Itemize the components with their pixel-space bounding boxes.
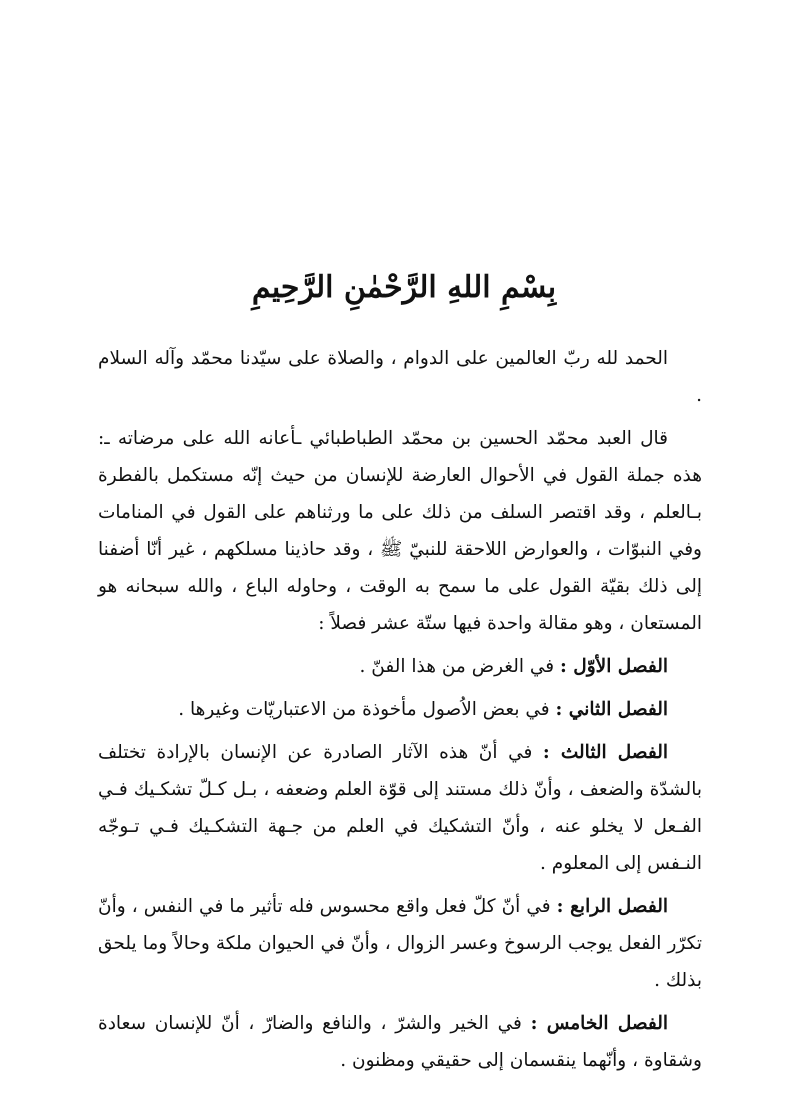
chapter-4-heading: الفصل الرابع : [556, 896, 668, 917]
chapter-4 [98, 888, 702, 999]
chapter-2-text: في بعض الاُصول مأخوذة من الاعتباريّات وغيرها . [178, 699, 556, 720]
basmala-calligraphy: بِسْمِ اللهِ الرَّحْمٰنِ الرَّحِيمِ [251, 270, 557, 305]
chapter-3 [98, 734, 702, 882]
chapter-3-heading: الفصل الثالث : [542, 742, 668, 763]
chapter-1-text: في الغرض من هذا الفنّ . [359, 656, 561, 677]
chapter-1 [98, 648, 702, 685]
intro-body-paragraph: قال العبد محمّد الحسين بن محمّد الطباطبائي ـأعانه الله على مرضاته ـ: هذه جملة القول في الأحوال العارضة للإنسان من حيث إنّه مستكمل بالفطرة بـالعلم ، وقد اقتصر السلف من ذلك على ما ورثناهم على القول في المنامات وفي النبوّات ، والعوارض اللاحقة للنبيّ ﷺ ، وقد حاذينا مسلكهم ، غير أنّا أضفنا إلى ذلك بقيّة القول على ما سمح به الوقت ، وحاوله الباع ، والله سبحانه هو المستعان ، وهو مقالة واحدة فيها ستّة عشر فصلاً : [98, 428, 702, 634]
chapter-5-text: في الخير والشرّ ، والنافع والضارّ ، أنّ للإنسان سعادة وشقاوة ، وأنّهما ينقسمان إلى حقيقي ومظنون . [98, 1013, 702, 1071]
chapter-5-heading: الفصل الخامس : [530, 1013, 669, 1034]
chapter-2-heading: الفصل الثاني : [555, 699, 668, 720]
chapter-3-text: في أنّ هذه الآثار الصادرة عن الإنسان بالإرادة تختلف بالشدّة والضعف ، وأنّ ذلك مستند إلى قوّة العلم وضعفه ، بـل كـلّ تشكـيك فـي الفـعل لا يخلو عنه ، وأنّ التشكيك في العلم من جـهة التشكـيك فـي تـوجّه النـفس إلى المعلوم . [98, 742, 702, 874]
chapter-1-heading: الفصل الأوّل : [560, 656, 668, 677]
chapter-5 [98, 1005, 702, 1079]
chapter-4-text: في أنّ كلّ فعل واقع محسوس فله تأثير ما في النفس ، وأنّ تكرّر الفعل يوجب الرسوخ وعسر الزوال ، وأنّ في الحيوان ملكة وحالاً وما يلحق بذلك . [98, 896, 702, 991]
intro-praise-paragraph: الحمد لله ربّ العالمين على الدوام ، والصلاة على سيّدنا محمّد وآله السلام . [98, 348, 702, 406]
text-body [98, 340, 702, 1079]
chapter-2 [98, 691, 702, 728]
